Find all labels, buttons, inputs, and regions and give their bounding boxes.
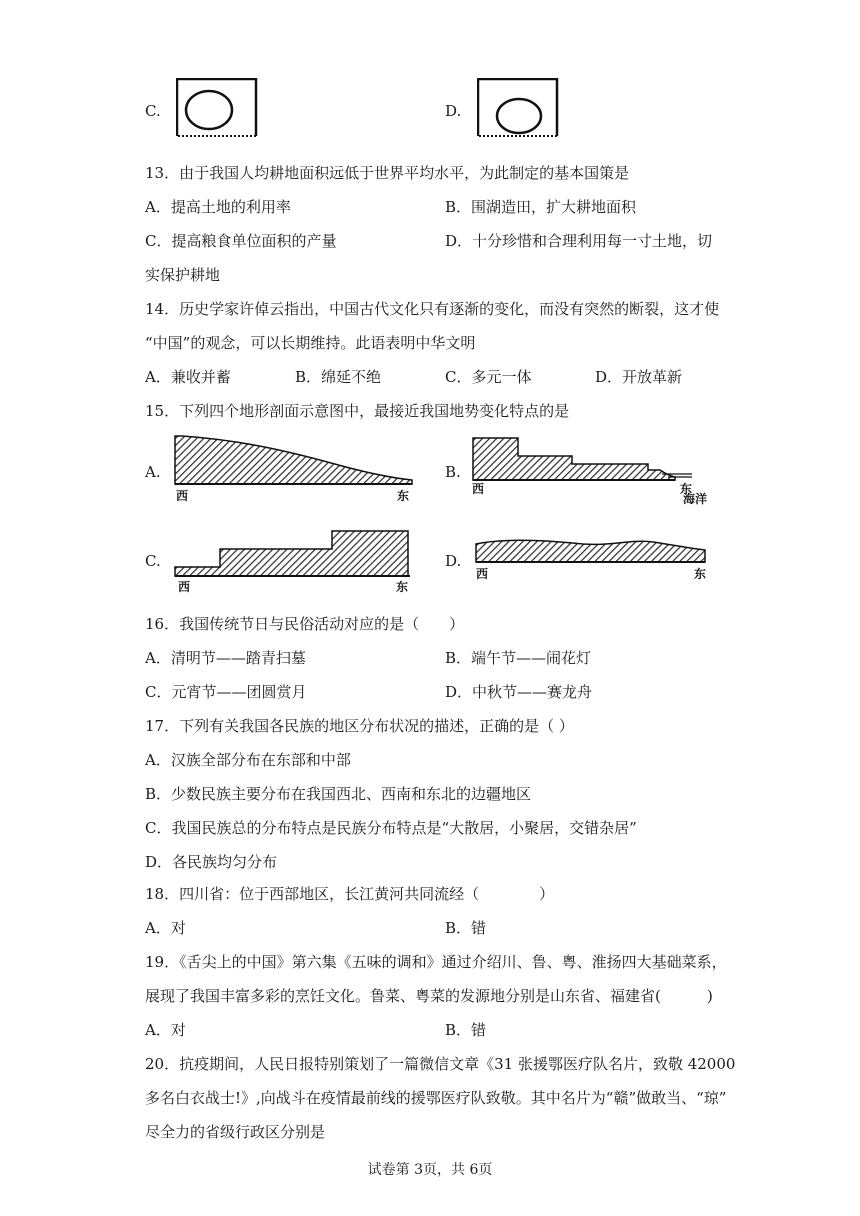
q12-option-c-letter: C. xyxy=(145,102,161,120)
q16-option-c: C．元宵节——团圆赏月 xyxy=(145,683,307,701)
q15-b-west-label: 西 xyxy=(472,482,485,496)
q17-option-d: D．各民族均匀分布 xyxy=(145,853,278,871)
q13-option-b: B．围湖造田，扩大耕地面积 xyxy=(445,198,637,216)
q15-c-west-label: 西 xyxy=(178,580,191,594)
q19-stem-line1: 19．《舌尖上的中国》第六集《五味的调和》通过介绍川、鲁、粤、淮扬四大基础菜系， xyxy=(145,953,727,971)
q15-d-east-label: 东 xyxy=(694,567,707,581)
q14-option-a: A．兼收并蓄 xyxy=(145,368,231,386)
q19-stem-line2: 展现了我国丰富多彩的烹饪文化。鲁菜、粤菜的发源地分别是山东省、福建省( xyxy=(145,987,661,1005)
q14-option-c: C．多元一体 xyxy=(445,368,532,386)
q14-option-b: B．绵延不绝 xyxy=(295,368,382,386)
q19-option-b: B．错 xyxy=(445,1021,487,1039)
q16-option-b: B．端午节——闹花灯 xyxy=(445,649,592,667)
q20-stem-line3: 尽全力的省级行政区分别是 xyxy=(145,1123,326,1141)
q15-option-c-letter: C. xyxy=(145,552,161,570)
q15-a-east-label: 东 xyxy=(397,489,410,503)
q13-option-d: D．十分珍惜和合理利用每一寸土地，切 xyxy=(445,232,713,250)
q20-stem-line1: 20．抗疫期间，人民日报特别策划了一篇微信文章《31 张援鄂医疗队名片，致敬 42000 xyxy=(145,1055,736,1073)
q14-option-d: D．开放革新 xyxy=(595,368,683,386)
q12-option-d-letter: D. xyxy=(445,102,462,120)
q15-option-b-letter: B. xyxy=(445,463,461,481)
q15-option-c-profile xyxy=(172,529,417,579)
q15-c-east-label: 东 xyxy=(396,580,409,594)
q19-stem-line2-end: ) xyxy=(707,987,713,1005)
q15-option-a-letter: A. xyxy=(145,463,161,481)
q13-option-a: A．提高土地的利用率 xyxy=(145,198,291,216)
q17-stem: 17．下列有关我国各民族的地区分布状况的描述，正确的是（ ） xyxy=(145,717,574,735)
q15-d-west-label: 西 xyxy=(476,567,489,581)
q17-option-a: A．汉族全部分布在东部和中部 xyxy=(145,751,351,769)
q15-stem: 15．下列四个地形剖面示意图中，最接近我国地势变化特点的是 xyxy=(145,402,570,420)
q15-option-d-profile xyxy=(473,534,711,566)
q12-option-c-diagram xyxy=(176,78,258,138)
q17-option-c: C．我国民族总的分布特点是民族分布特点是“大散居，小聚居，交错杂居” xyxy=(145,819,637,837)
q16-option-d: D．中秋节——赛龙舟 xyxy=(445,683,593,701)
q13-option-d-cont: 实保护耕地 xyxy=(145,266,221,284)
q17-option-b: B．少数民族主要分布在我国西北、西南和东北的边疆地区 xyxy=(145,785,532,803)
q15-option-d-letter: D. xyxy=(445,552,462,570)
q16-option-a: A．清明节——踏青扫墓 xyxy=(145,649,306,667)
q15-b-east-label: 东 xyxy=(680,482,693,496)
q15-option-a-profile xyxy=(172,434,417,486)
page-footer: 试卷第 3页，共 6页 xyxy=(367,1162,493,1178)
q15-a-west-label: 西 xyxy=(176,489,189,503)
q14-stem-line2: “中国”的观念，可以长期维持。此语表明中华文明 xyxy=(145,334,476,352)
q19-option-a: A．对 xyxy=(145,1021,186,1039)
q14-stem-line1: 14．历史学家许倬云指出，中国古代文化只有逐渐的变化，而没有突然的断裂，这才使 xyxy=(145,300,720,318)
q20-stem-line2: 多名白衣战士!》,向战斗在疫情最前线的援鄂医疗队致敬。其中名片为“赣”做敢当、“琼” xyxy=(145,1089,727,1107)
q18-option-a: A．对 xyxy=(145,919,186,937)
q18-option-b: B．错 xyxy=(445,919,487,937)
q15-b-ocean-label: 海洋 xyxy=(683,492,708,506)
q13-option-c: C．提高粮食单位面积的产量 xyxy=(145,232,337,250)
q18-stem: 18．四川省：位于西部地区，长江黄河共同流经（ ） xyxy=(145,885,555,903)
q12-option-d-diagram xyxy=(477,78,559,138)
q16-stem: 16．我国传统节日与民俗活动对应的是（ ） xyxy=(145,615,465,633)
q15-option-b-profile xyxy=(470,436,695,482)
q13-stem: 13．由于我国人均耕地面积远低于世界平均水平，为此制定的基本国策是 xyxy=(145,164,630,182)
